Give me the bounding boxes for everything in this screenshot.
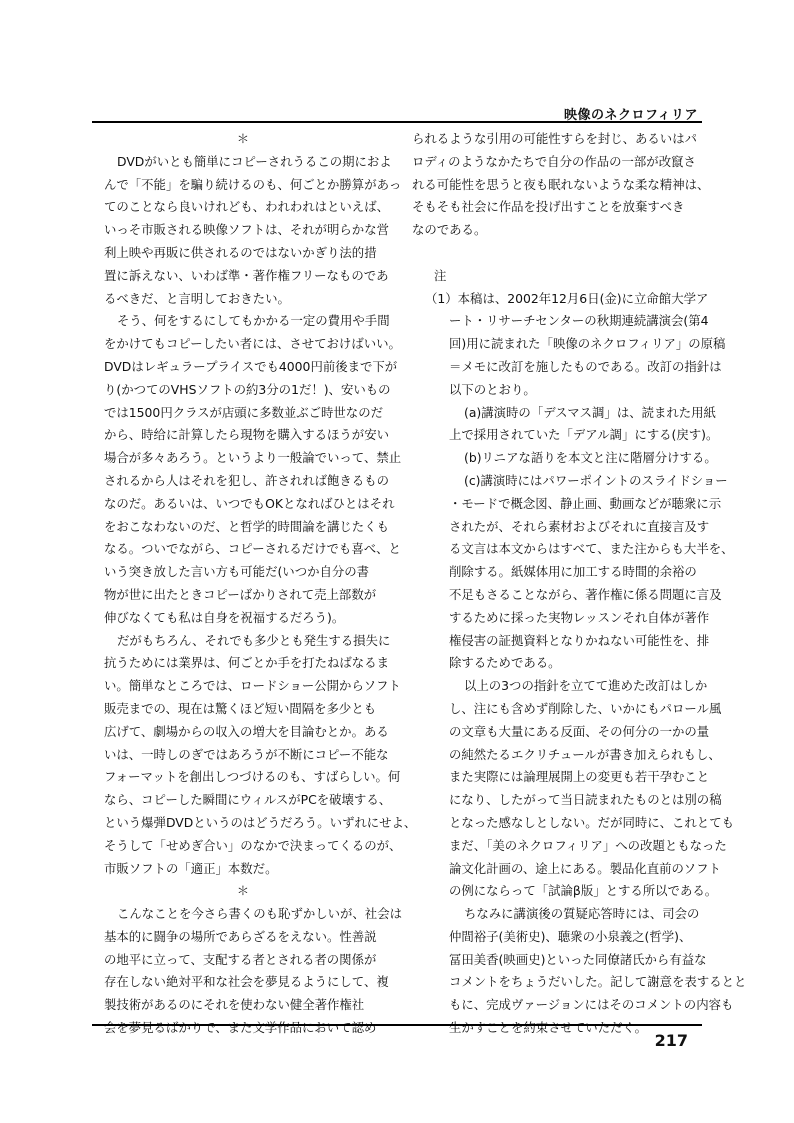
- footer-rule: [92, 1024, 702, 1026]
- text-line: てのことなら良いけれども、われわれはといえば、: [104, 199, 389, 215]
- text-line: をかけてもコピーしたい者には、させておけばいい。: [104, 336, 401, 352]
- notes-heading: 注: [434, 267, 447, 283]
- text-line: 基本的に闘争の場所であらざるをえない。性善説: [104, 928, 377, 944]
- section-separator: ＊: [236, 131, 250, 146]
- note-line: コメントをちょうだいした。記して謝意を表するとと: [449, 974, 747, 990]
- text-line: そもそも社会に作品を投げ出すことを放棄すべき: [412, 199, 685, 215]
- text-line: られるような引用の可能性すらを封じ、あるいはパ: [412, 131, 697, 146]
- text-line: こんなことを今さら書くのも恥ずかしいが、社会は: [117, 906, 402, 922]
- blank-line: [412, 242, 702, 265]
- note-line: (a)講演時の「デスマス調」は、読まれた用紙: [464, 404, 716, 420]
- note-line: もに、完成ヴァージョンにはそのコメントの内容も: [449, 997, 734, 1013]
- text-line: フォーマットを創出しつづけるのも、すばらしい。何: [104, 769, 401, 785]
- text-line: いう突き放した言い方も可能だ(いつか自分の書: [104, 564, 370, 580]
- note-line: ・モードで概念図、静止画、動画などが聴衆に示: [449, 495, 722, 511]
- text-line: DVDがいとも簡単にコピーされうるこの期におよ: [117, 153, 392, 169]
- note-line: の文章も大量にある反面、その何分の一かの量: [449, 723, 710, 739]
- text-line: されるから人はそれを犯し、許されれば飽きるもの: [104, 472, 389, 488]
- note-line: 仲間裕子(美術史)、聴衆の小泉義之(哲学)、: [449, 928, 692, 944]
- note-line: し、注にも含めず削除した、いかにもパロール風: [449, 700, 722, 716]
- text-line: 場合が多々あろう。というより一般論でいって、禁止: [104, 450, 402, 466]
- text-line: ロディのようなかたちで自分の作品の一部が改竄さ: [412, 153, 696, 169]
- text-line: 利上映や再販に供されるのではないかぎり法的措: [104, 244, 377, 260]
- text-line: 販売までの、現在は驚くほど短い間隔を多少とも: [104, 700, 377, 716]
- note-line: (c)講演時にはパワーポイントのスライドショー: [464, 472, 728, 488]
- text-line: いっそ市販される映像ソフトは、それが明らかな営: [104, 222, 389, 238]
- note-line: されたが、それら素材およびそれに直接言及す: [449, 518, 710, 534]
- note-line: 冨田美香(映画史)といった同僚諸氏から有益な: [449, 951, 707, 967]
- note-line: ート・リサーチセンターの秋期連続講演会(第4: [449, 313, 709, 329]
- text-line: そう、何をするにしてもかかる一定の費用や手間: [117, 313, 390, 329]
- text-line: では1500円クラスが店頭に多数並ぶご時世なのだ: [104, 404, 383, 420]
- text-line: るべきだ、と言明しておきたい。: [104, 290, 290, 306]
- text-line: 市販ソフトの「適正」本数だ。: [104, 860, 278, 876]
- note-line: また実際には論理展開上の変更も若干孕むこと: [449, 769, 710, 785]
- note-line: ＝メモに改訂を施したものである。改訂の指針は: [449, 358, 722, 374]
- note-line: 以下のとおり。: [449, 381, 536, 397]
- note-line: の純然たるエクリチュールが書き加えられもし、: [449, 746, 721, 762]
- text-line: をおこなわないのだ、と哲学的時間論を講じたくも: [104, 518, 389, 534]
- note-line: の例にならって「試論β版」とする所以である。: [449, 883, 718, 899]
- right-column: [412, 128, 747, 1040]
- text-line: 置に訴えない、いわば準・著作権フリーなものであ: [104, 267, 389, 283]
- note-line: 除するためである。: [449, 655, 561, 671]
- note-line: 権侵害の証拠資料となりかねない可能性を、排: [449, 632, 710, 648]
- text-line: 広げて、劇場からの収入の増大を目論むとか。ある: [104, 723, 389, 739]
- note-line: まだ、「美のネクロフィリア」への改題ともなった: [449, 837, 727, 853]
- text-line: から、時给に計算したら現物を購入するほうが安い: [104, 427, 389, 443]
- running-head: 映像のネクロフィリア: [564, 108, 698, 123]
- note-line: る文言は本文からはすべて、また注からも大半を、: [449, 541, 734, 557]
- note-line: 生かすことを約束させていただく。: [449, 1020, 648, 1036]
- note-line: となった感なしとしない。だが同時に、これとても: [449, 814, 734, 830]
- text-line: 存在しない絶対平和な社会を夢見るようにして、複: [104, 974, 389, 990]
- text-line: いは、一時しのぎではあろうが不断にコピー不能な: [104, 746, 389, 762]
- note-line: するために採った実物レッスンそれ自体が著作: [449, 609, 710, 625]
- page-number: 217: [654, 1031, 688, 1050]
- note-line: 論文化計画の、途上にある。製品化直前のソフト: [449, 860, 721, 876]
- text-line: なら、コピーした瞬間にウィルスがPCを破壊する、: [104, 792, 392, 808]
- text-line: れる可能性を思うと夜も眠れないような柔な精神は、: [412, 176, 710, 192]
- header-rule: [92, 121, 702, 123]
- text-line: 抗うためには業界は、何ごとか手を打たねばなるま: [104, 655, 389, 671]
- text-line: 伸びなくても私は自身を祝福するだろう)。: [104, 609, 345, 625]
- text-line: 製技術があるのにそれを使わない健全著作権社: [104, 997, 365, 1013]
- text-line: なのである。: [412, 222, 487, 238]
- note-line: 以上の3つの指針を立てて進めた改訂はしか: [464, 678, 708, 694]
- text-line: という爆弾DVDというのはどうだろう。いずれにせよ、: [104, 814, 417, 830]
- note-line: 削除する。紙媒体用に加工する時間的余裕の: [449, 564, 697, 580]
- text-line: の地平に立って、支配する者とされる者の関係が: [104, 951, 377, 967]
- text-line: なのだ。あるいは、いつでもOKとなればひとはそれ: [104, 495, 395, 511]
- note-line: 不足もさることながら、著作権に係る問題に言及: [449, 586, 722, 602]
- note-line: (b)リニアな語りを本文と注に階層分けする。: [464, 450, 717, 466]
- note-line: 回)用に読まれた「映像のネクロフィリア」の原稿: [449, 336, 726, 352]
- note-line: ちなみに講演後の質疑応答時には、司会の: [464, 906, 700, 922]
- text-line: 会を夢見るばかりで、また文学作品において認め: [104, 1020, 377, 1036]
- text-line: んで「不能」を騙り続けるのも、何ごとか勝算があっ: [104, 176, 402, 192]
- left-column: [104, 128, 417, 1040]
- note-line: （1）本稿は、2002年12月6日(金)に立命館大学ア: [425, 290, 709, 306]
- section-separator: ＊: [236, 883, 250, 899]
- text-line: だがもちろん、それでも多少とも発生する損失に: [117, 632, 391, 648]
- note-line: 上で採用されていた「デアル調」にする(戻す)。: [449, 427, 719, 443]
- text-line: DVDはレギュラープライスでも4000円前後まで下が: [104, 358, 398, 374]
- text-line: い。簡単なところでは、ロードショー公開からソフト: [104, 678, 401, 694]
- note-line: になり、したがって当日読まれたものとは別の稿: [449, 792, 722, 808]
- text-line: 物が世に出たときコピーばかりされて売上部数が: [104, 586, 377, 602]
- text-line: そうして「せめぎ合い」のなかで決まってくるのが、: [104, 837, 402, 853]
- text-line: り(かつてのVHSソフトの約3分の1だ！)、安いもの: [104, 381, 391, 397]
- text-line: なる。ついでながら、コピーされるだけでも喜べ、と: [104, 541, 401, 557]
